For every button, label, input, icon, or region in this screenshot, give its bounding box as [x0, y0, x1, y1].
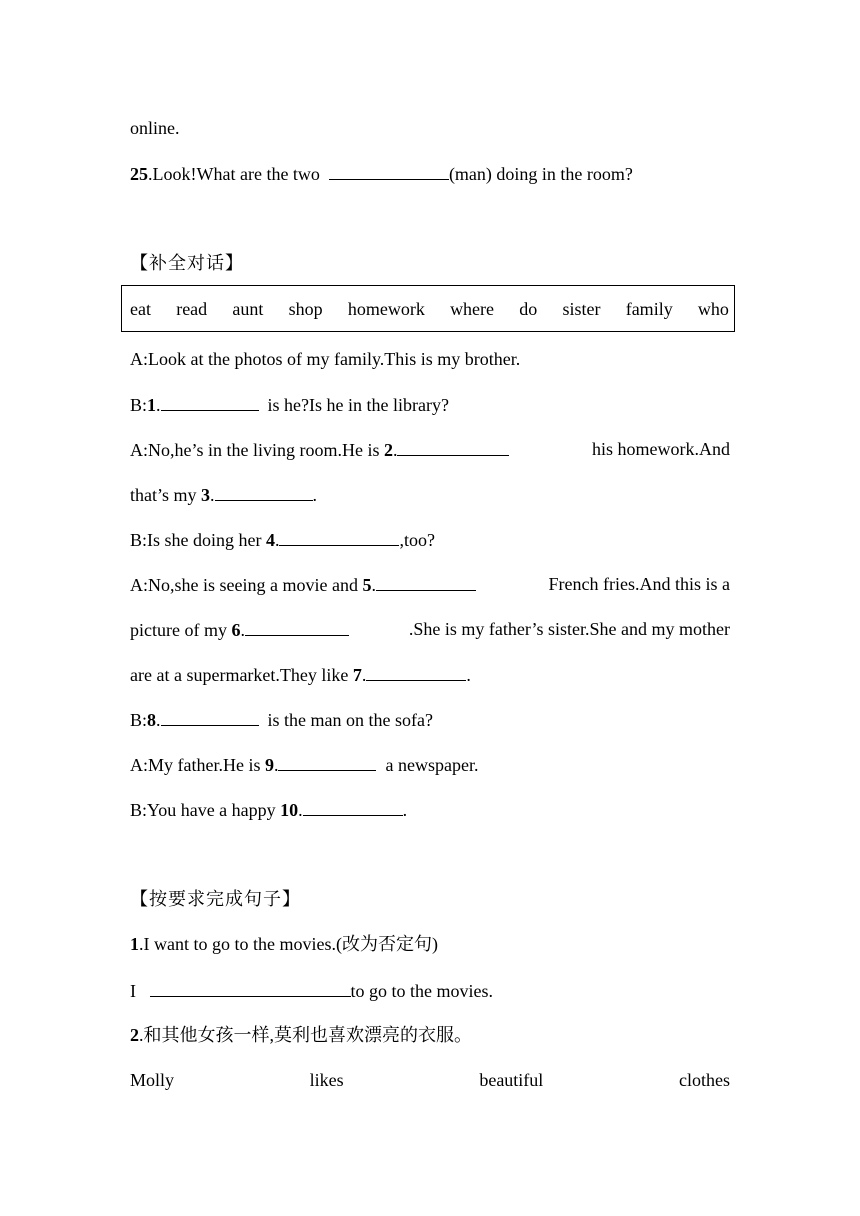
dialogue-text-after: is the man on the sofa?	[267, 710, 433, 730]
answer-line	[130, 978, 493, 1003]
question-number: 25	[130, 164, 148, 184]
text-line	[130, 116, 180, 140]
answer-word: Molly	[130, 1070, 175, 1090]
dialogue-text-after: is he?Is he in the library?	[267, 395, 449, 415]
question-text: .Look!What are the two	[148, 164, 320, 184]
dialogue-text: A:No,he’s in the living room.He is 2.	[130, 437, 509, 462]
dialogue-text: B:	[130, 395, 148, 415]
word-bank-item: who	[697, 298, 729, 319]
word-bank-item: eat	[130, 298, 151, 319]
dialogue-text: B:You have a happy	[130, 800, 276, 820]
blank-number: 5	[362, 575, 372, 595]
dialogue-line	[130, 347, 520, 371]
answer-blank[interactable]	[376, 572, 476, 591]
answer-word: beautiful	[479, 1070, 544, 1090]
answer-blank[interactable]	[397, 437, 509, 456]
answer-after: to go to the movies.	[350, 981, 493, 1001]
sentence-question-1	[130, 932, 438, 956]
dialogue-text: picture of my 6.	[130, 617, 349, 642]
answer-prefix: I	[130, 981, 136, 1001]
dialogue-text-after: .She is my father’s sister.She and my mother	[408, 619, 730, 639]
text: online.	[130, 118, 180, 138]
word-bank-item: shop	[288, 298, 323, 319]
blank-number: 6	[231, 620, 241, 640]
dialogue-text-after: .	[312, 485, 317, 505]
dialogue-text: A:Look at the photos of my family.This is my brother.	[130, 349, 521, 369]
dialogue-text-prefix: A:No,she is seeing a movie and	[130, 575, 358, 595]
dialogue-text-after: ,too?	[399, 530, 435, 550]
dialogue-text: B:	[130, 710, 148, 730]
dialogue-text: A:No,she is seeing a movie and 5.	[130, 572, 476, 597]
dialogue-line	[130, 572, 730, 597]
answer-blank[interactable]	[279, 527, 399, 546]
sentence-question-2	[130, 1023, 472, 1047]
answer-blank[interactable]	[161, 707, 259, 726]
dialogue-text-prefix: picture of my	[130, 620, 227, 640]
dialogue-text-after: .	[466, 665, 471, 685]
question-text-after: (man) doing in the room?	[448, 164, 633, 184]
dialogue-line: A:My father.He is 9. a newspaper.	[130, 752, 478, 777]
answer-blank[interactable]	[150, 978, 351, 997]
blank-number: 4	[265, 530, 275, 550]
blank-number: 1	[147, 395, 157, 415]
word-bank-item: where	[450, 298, 495, 319]
dialogue-line: B:Is she doing her 4. ,too?	[130, 527, 435, 552]
answer-blank[interactable]	[161, 392, 259, 411]
answer-blank[interactable]	[329, 161, 449, 180]
dialogue-text-after: his homework.And	[592, 439, 730, 459]
dialogue-line	[130, 617, 730, 642]
dialogue-text-after: a newspaper.	[385, 755, 479, 775]
question-number: 2	[130, 1025, 139, 1045]
section-title-sentences: 【按要求完成句子】	[130, 889, 301, 909]
blank-number: 10	[280, 800, 299, 820]
dialogue-text: are at a supermarket.They like	[130, 665, 349, 685]
dialogue-line: B:8. is the man on the sofa?	[130, 707, 433, 732]
answer-word: clothes	[678, 1070, 730, 1090]
word-bank-item: family	[625, 298, 673, 319]
word-bank-item: sister	[562, 298, 601, 319]
answer-word: likes	[309, 1070, 344, 1090]
blank-number: 7	[352, 665, 362, 685]
dialogue-text-after: French fries.And this is a	[548, 574, 730, 594]
word-bank-item: do	[519, 298, 538, 319]
question-number: 1	[130, 934, 139, 954]
dialogue-text: A:My father.He is	[130, 755, 261, 775]
question-text: .I want to go to the movies.(改为否定句)	[139, 934, 438, 954]
answer-blank[interactable]	[245, 617, 349, 636]
answer-blank[interactable]	[366, 662, 466, 681]
question-25	[130, 161, 633, 186]
word-bank-box	[121, 285, 735, 332]
dialogue-text-after: .	[402, 800, 408, 820]
question-text: .和其他女孩一样,莫利也喜欢漂亮的衣服。	[139, 1025, 472, 1045]
blank-number: 9	[264, 755, 274, 775]
answer-line	[130, 1068, 730, 1092]
word-bank-item: read	[176, 298, 208, 319]
dialogue-text: that’s my	[130, 485, 197, 505]
word-bank-item: homework	[347, 298, 425, 319]
dialogue-line: that’s my 3. .	[130, 482, 317, 507]
blank-number: 2	[383, 440, 393, 460]
section-title-dialogue: 【补全对话】	[130, 253, 244, 273]
word-bank-item: aunt	[232, 298, 264, 319]
dialogue-line	[130, 437, 730, 462]
dialogue-text: B:Is she doing her	[130, 530, 262, 550]
blank-number: 3	[201, 485, 210, 505]
answer-blank[interactable]	[215, 482, 313, 501]
dialogue-line: B:1. is he?Is he in the library?	[130, 392, 449, 417]
dialogue-line: are at a supermarket.They like 7. .	[130, 662, 471, 687]
dialogue-line: B:You have a happy 10. .	[130, 797, 407, 822]
answer-blank[interactable]	[278, 752, 376, 771]
dialogue-text-prefix: A:No,he’s in the living room.He is	[130, 440, 380, 460]
blank-number: 8	[147, 710, 157, 730]
answer-blank[interactable]	[303, 797, 403, 816]
